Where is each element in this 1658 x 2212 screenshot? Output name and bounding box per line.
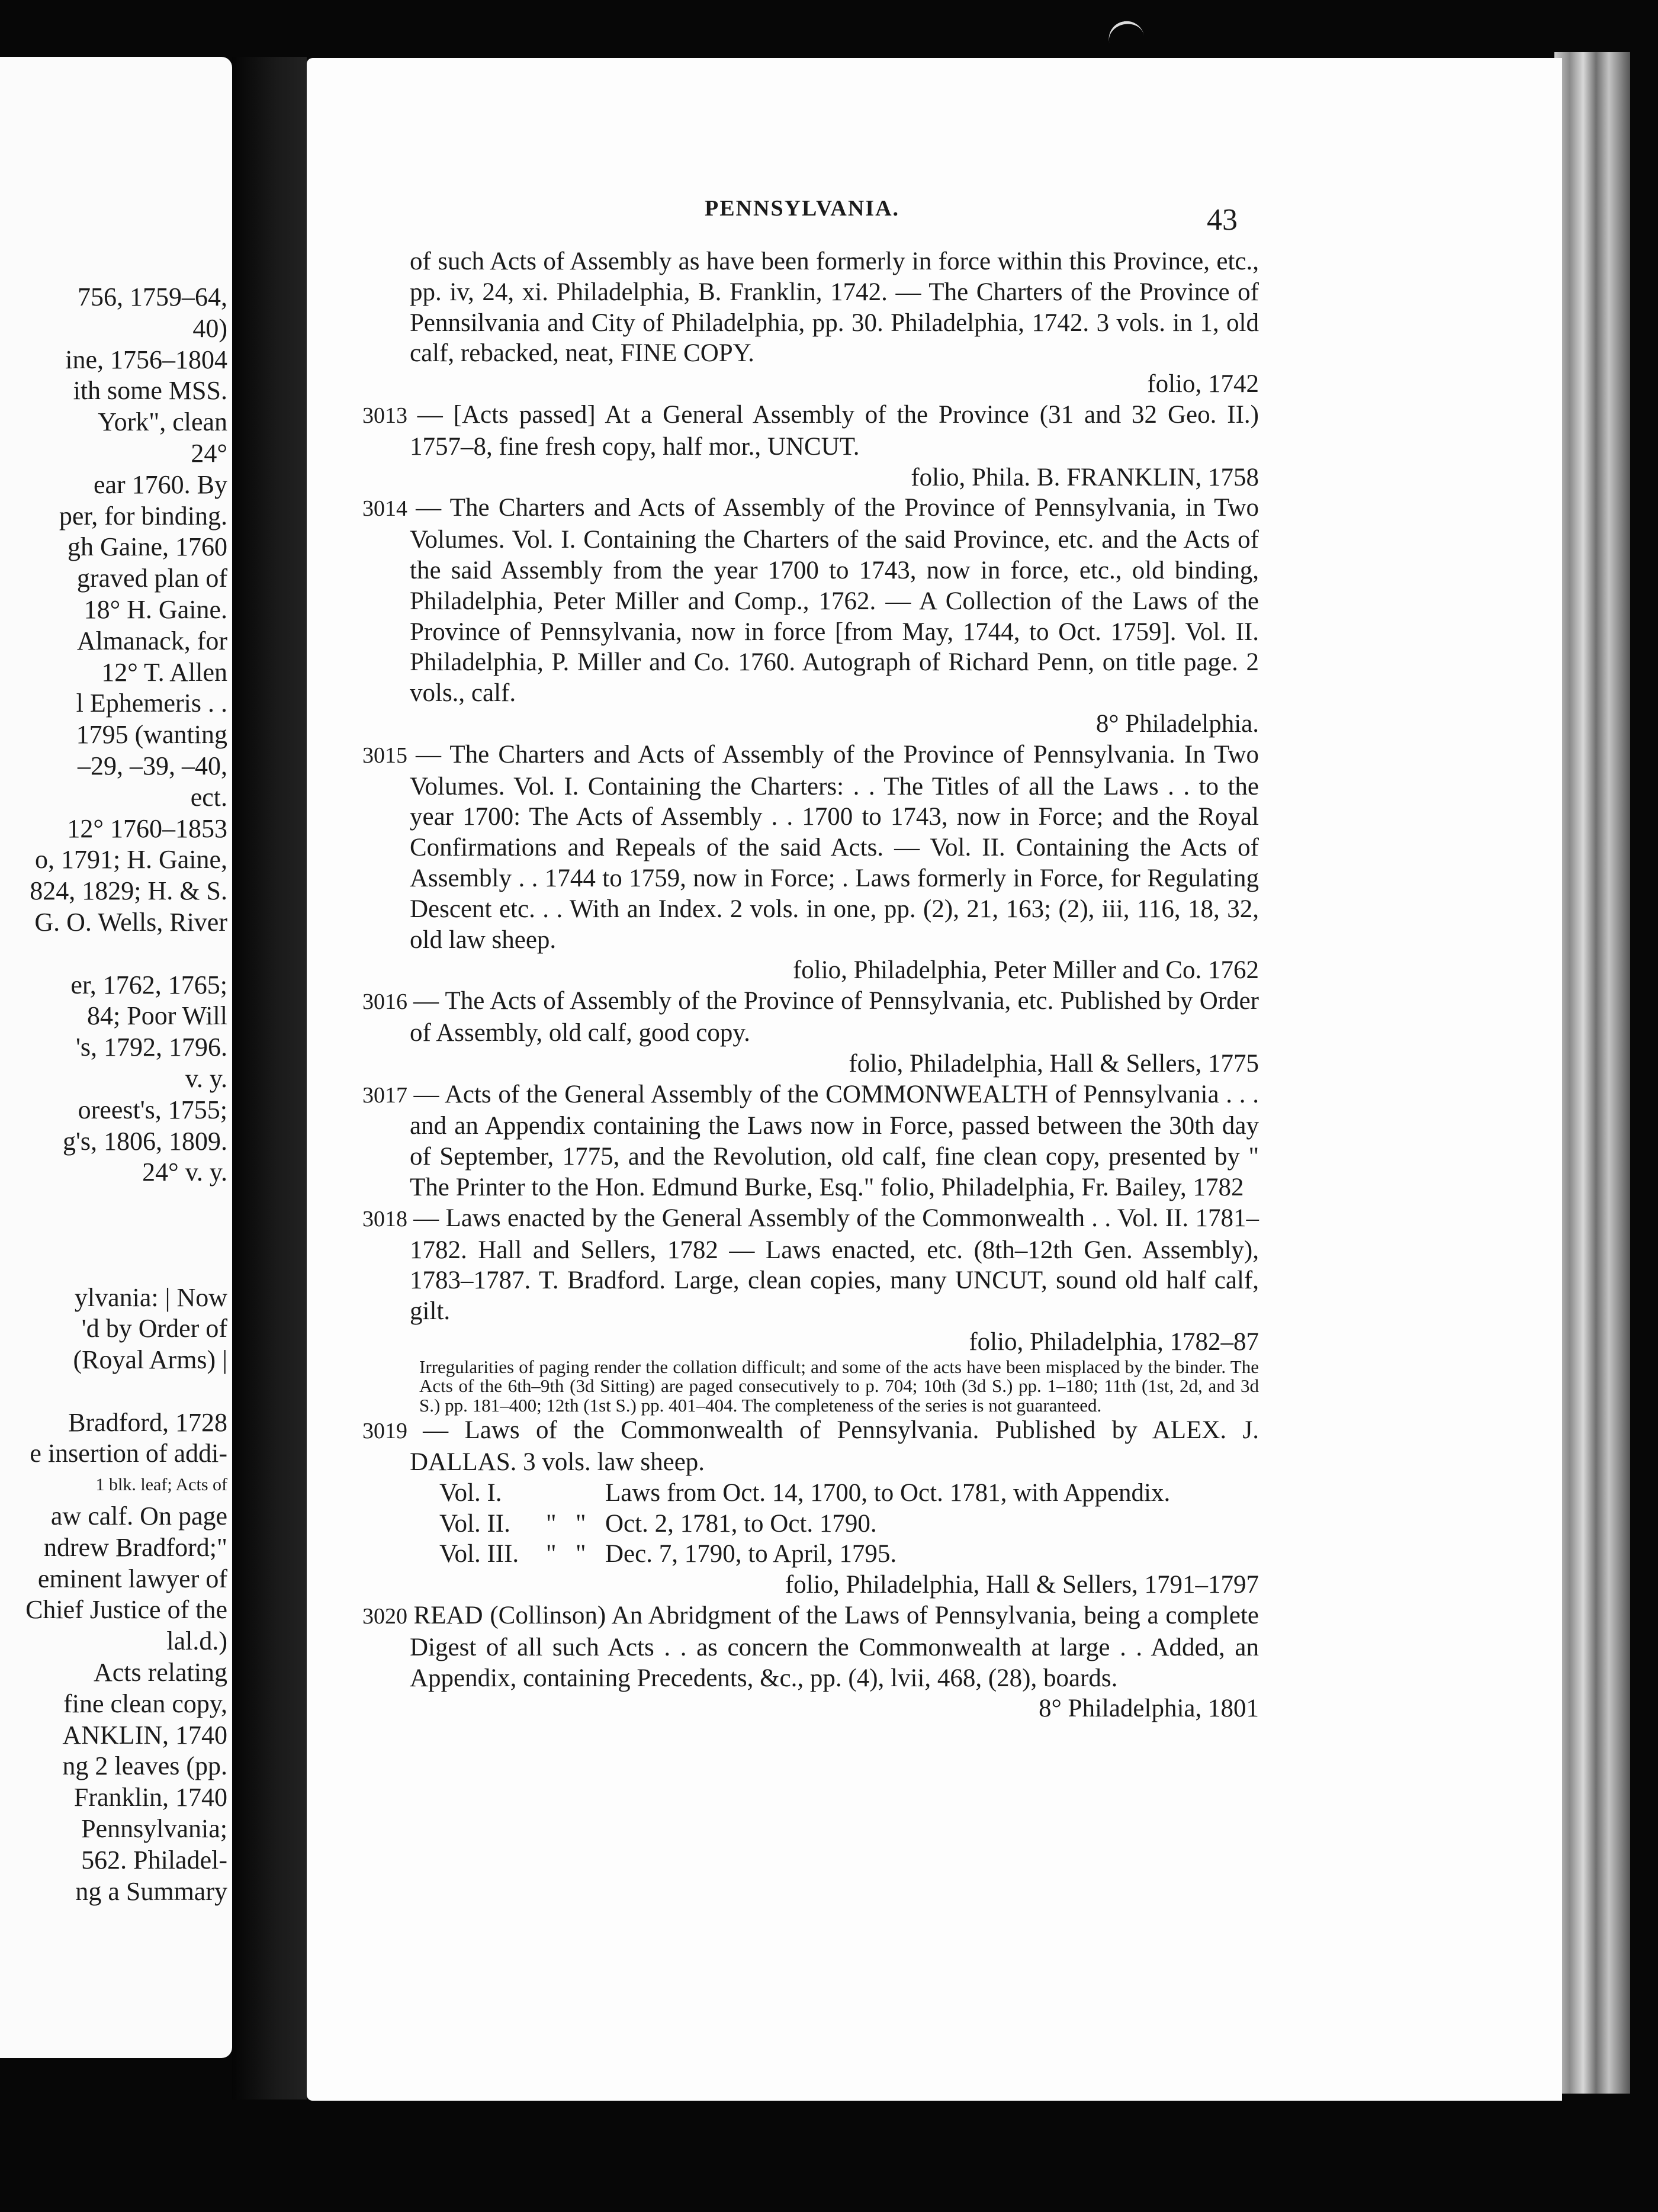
catalogue-entry <box>362 400 1259 462</box>
left-line: 12° 1760–1853 <box>67 814 227 843</box>
left-line: ith some MSS. <box>73 376 227 406</box>
left-line: 824, 1829; H. & S. <box>30 876 227 906</box>
left-line: Bradford, 1728 <box>68 1407 227 1437</box>
left-line: e insertion of addi- <box>30 1439 227 1468</box>
left-line: ng 2 leaves (pp. <box>62 1751 227 1781</box>
left-line: Almanack, for <box>76 626 227 655</box>
entry-number: 3019 <box>362 1419 423 1444</box>
entry-number: 3014 <box>362 496 416 522</box>
left-line: g's, 1806, 1809. <box>62 1126 227 1156</box>
catalogue-entries <box>362 246 1259 1724</box>
left-line <box>0 1251 227 1282</box>
left-line: aw calf. On page <box>50 1502 227 1531</box>
left-page <box>0 57 232 2058</box>
catalogue-entry <box>362 1203 1259 1327</box>
catalogue-entry <box>362 986 1259 1049</box>
left-line <box>0 1220 227 1251</box>
entry-imprint: 8° Philadelphia. <box>1095 709 1259 738</box>
catalogue-entry <box>362 246 1259 369</box>
left-line: 84; Poor Will <box>87 1001 227 1031</box>
left-line: l Ephemeris . . <box>76 689 227 718</box>
left-line: 's, 1792, 1796. <box>75 1033 227 1062</box>
left-line: ANKLIN, 1740 <box>62 1720 227 1750</box>
volume-line <box>362 1539 1259 1570</box>
volume-label: Vol. II. <box>439 1509 510 1538</box>
entry-number: 3015 <box>362 742 416 768</box>
left-line: gh Gaine, 1760 <box>67 532 227 562</box>
left-line: 'd by Order of <box>81 1314 227 1343</box>
left-line: 24° v. y. <box>142 1158 227 1187</box>
entry-text: — The Acts of Assembly of the Province of Pennsylvania, etc. Published by Order of Assembly, old calf, good copy. <box>410 987 1259 1047</box>
catalogue-entry <box>362 1415 1259 1478</box>
volume-range: Oct. 2, 1781, to Oct. 1790. <box>605 1509 877 1538</box>
entry-text: — The Charters and Acts of Assembly of the Province of Pennsylvania. In Two Volumes. Vol. I. Containing the Charters: . . The Titles of all the Laws . . to the year 1700: The Acts of Assembly . . 1700 to 1743, now in Force; and the Royal Confirmations and Repeals of the said Acts. — Vol. II. Containing the Acts of Assembly . . 1744 to 1759, now in Force; . Laws formerly in Force, for Regulating Descent etc. . . With an Index. 2 vols. in one, pp. (2), 21, 163; (2), iii, 116, 18, 32, old law sheep. <box>410 740 1259 954</box>
catalogue-entry <box>362 740 1259 956</box>
entry-text: of such Acts of Assembly as have been formerly in force within this Province, etc., pp. iv, 24, xi. Philadelphia, B. Franklin, 1742. — The Charters of the Province of Pennsilvania and City of Philadelphia, pp. 30. Philadelphia, 1742. 3 vols. in 1, old calf, rebacked, neat, FINE COPY. <box>410 247 1259 368</box>
entry-number: 3016 <box>362 989 413 1015</box>
left-line: –29, –39, –40, <box>78 751 227 780</box>
ditto-mark: " <box>546 1540 557 1568</box>
left-line: o, 1791; H. Gaine, <box>34 845 227 874</box>
entry-text: — [Acts passed] At a General Assembly of the Province (31 and 32 Geo. II.) 1757–8, fine fresh copy, half mor., UNCUT. <box>410 400 1259 461</box>
left-line: Franklin, 1740 <box>73 1783 227 1812</box>
volume-label: Vol. III. <box>439 1540 519 1568</box>
entry-imprint: folio, 1742 <box>1147 370 1259 398</box>
catalogue-entry <box>362 1079 1259 1203</box>
entry-imprint: folio, Philadelphia, Peter Miller and Co. 1762 <box>792 956 1259 985</box>
left-line: 18° H. Gaine. <box>83 594 227 624</box>
left-line: 24° <box>191 438 227 468</box>
left-line: Chief Justice of the <box>25 1595 227 1625</box>
running-head: PENNSYLVANIA. <box>705 196 900 221</box>
left-line: (Royal Arms) | <box>73 1345 227 1375</box>
left-line <box>0 1376 227 1407</box>
page-number: 43 <box>1207 203 1238 237</box>
entry-imprint: folio, Phila. B. FRANKLIN, 1758 <box>911 463 1259 491</box>
volume-label: Vol. I. <box>439 1478 502 1507</box>
ditto-mark: " <box>576 1540 586 1568</box>
left-line: fine clean copy, <box>63 1689 227 1718</box>
entry-note: Irregularities of paging render the collation difficult; and some of the acts have been misplaced by the binder. The Acts of the 6th–9th (3d Sitting) are paged consecutively to p. 704; 10th (3d S.) pp. 1–180; 11th (1st, 2d, and 3d S.) pp. 181–400; 12th (1st S.) pp. 401–404. The completeness of the series is not guaranteed. <box>419 1356 1259 1416</box>
left-line: ear 1760. By <box>93 470 227 499</box>
left-line <box>0 1188 227 1220</box>
volume-line <box>362 1509 1259 1539</box>
left-line: G. O. Wells, River <box>34 907 227 937</box>
left-line: graved plan of <box>76 564 227 593</box>
volume-range: Laws from Oct. 14, 1700, to Oct. 1781, with Appendix. <box>605 1478 1171 1507</box>
left-line: oreest's, 1755; <box>78 1095 227 1124</box>
volume-range: Dec. 7, 1790, to April, 1795. <box>605 1540 897 1568</box>
entry-imprint: 8° Philadelphia, 1801 <box>1039 1695 1259 1723</box>
left-line: v. y. <box>185 1063 227 1093</box>
left-line: 756, 1759–64, <box>78 282 227 311</box>
catalogue-entry <box>362 1600 1259 1693</box>
left-line: 1 blk. leaf; Acts of <box>95 1475 227 1495</box>
catalogue-entry <box>362 493 1259 709</box>
left-line: Acts relating <box>93 1658 227 1687</box>
left-line: er, 1762, 1765; <box>70 970 227 999</box>
right-page <box>307 58 1562 2101</box>
entry-text: — Laws enacted by the General Assembly of the Commonwealth . . Vol. II. 1781–1782. Hall and Sellers, 1782 — Laws enacted, etc. (8th–12th Gen. Assembly), 1783–1787. T. Bradford. Large, clean copies, many UNCUT, sound old half calf, gilt. <box>410 1204 1259 1326</box>
entry-text: READ (Collinson) An Abridgment of the Laws of Pennsylvania, being a complete Digest of all such Acts . . as concern the Commonwealth at large . . Added, an Appendix, containing Precedents, &c., pp. (4), lvii, 468, (28), boards. <box>410 1601 1259 1692</box>
volume-line <box>362 1478 1259 1509</box>
entry-number: 3017 <box>362 1082 414 1108</box>
entry-imprint: folio, Philadelphia, 1782–87 <box>969 1327 1259 1356</box>
left-line: 562. Philadel- <box>81 1845 227 1875</box>
left-line: per, for binding. <box>59 501 227 531</box>
entry-text: — Acts of the General Assembly of the COMMONWEALTH of Pennsylvania . . . and an Appendix containing the Laws now in Force, passed between the 30th day of September, 1775, and the Revolution, old calf, fine clean copy, presented by " The Printer to the Hon. Edmund Burke, Esq." folio, Philadelphia, Fr. Bailey, 1782 <box>410 1080 1259 1201</box>
left-line: lal.d.) <box>166 1626 227 1656</box>
left-line: ect. <box>190 782 227 812</box>
left-line: 40) <box>192 313 227 343</box>
left-line: Pennsylvania; <box>81 1814 227 1844</box>
entry-number: 3013 <box>362 403 417 428</box>
entry-text: — The Charters and Acts of Assembly of the Province of Pennsylvania, in Two Volumes. Vol. I. Containing the Charters of the said Province, etc. and the Acts of the said Assembly from the year 1700 to 1743, now in force, etc., old binding, Philadelphia, Peter Miller and Comp., 1762. — A Collection of the Laws of the Province of Pennsylvania, now in force [from May, 1744, to Oct. 1759]. Vol. II. Philadelphia, P. Miller and Co. 1760. Autograph of Richard Penn, on title page. 2 vols., calf. <box>410 494 1259 708</box>
left-line: ng a Summary <box>75 1876 227 1906</box>
left-line: 12° T. Allen <box>101 657 227 687</box>
ditto-mark: " <box>576 1509 586 1538</box>
left-page-text <box>0 282 227 1907</box>
entry-number: 3018 <box>362 1206 414 1232</box>
left-line: eminent lawyer of <box>37 1564 227 1593</box>
left-line <box>0 938 227 970</box>
left-line: ine, 1756–1804 <box>65 345 227 374</box>
entry-imprint: folio, Philadelphia, Hall & Sellers, 1791–1797 <box>785 1571 1259 1599</box>
entry-imprint: folio, Philadelphia, Hall & Sellers, 1775 <box>849 1049 1259 1078</box>
left-line: ylvania: | Now <box>74 1282 227 1312</box>
left-line: ndrew Bradford;" <box>44 1532 227 1562</box>
ditto-mark: " <box>546 1509 557 1538</box>
left-line: 1795 (wanting <box>76 720 227 750</box>
page-edge <box>1554 52 1630 2094</box>
entry-text: — Laws of the Commonwealth of Pennsylvania. Published by ALEX. J. DALLAS. 3 vols. law sheep. <box>410 1416 1259 1476</box>
entry-number: 3020 <box>362 1603 414 1629</box>
left-line: York", clean <box>98 407 227 437</box>
gutter-shadow <box>232 57 307 2100</box>
corner-mark <box>1106 18 1145 46</box>
